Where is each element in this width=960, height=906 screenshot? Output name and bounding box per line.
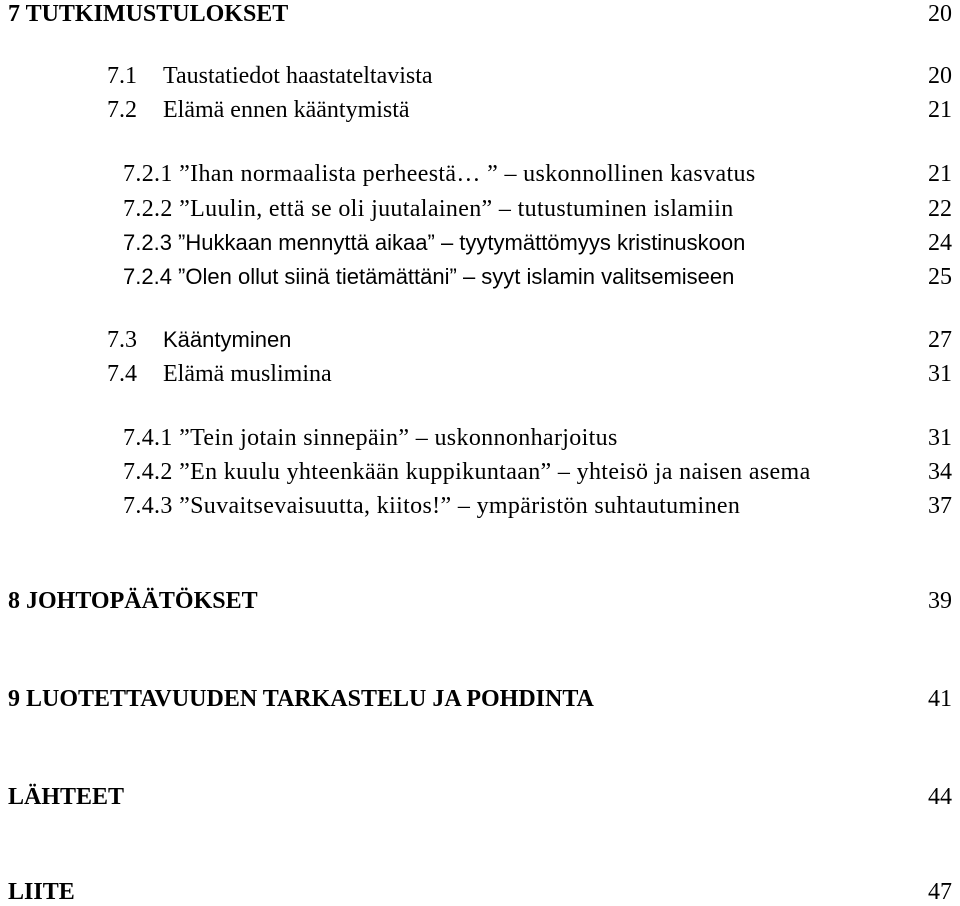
toc-section-7-1	[107, 62, 433, 90]
toc-subsection-7-4-3-page: 37	[928, 493, 952, 519]
section-number: 7.1	[107, 63, 137, 89]
toc-subsection-7-4-2-page: 34	[928, 459, 952, 485]
toc-subsection-7-4-1-page: 31	[928, 425, 952, 451]
section-title: Kääntyminen	[163, 327, 292, 352]
section-number: 7.3	[107, 327, 137, 353]
toc-section-7-3	[107, 326, 291, 354]
toc-section-7-2-page: 21	[928, 97, 952, 123]
toc-chapter-7-page: 20	[928, 1, 952, 27]
toc-section-7-3-page: 27	[928, 327, 952, 353]
toc-subsection-7-2-3-page: 24	[928, 230, 952, 256]
toc-chapter-9: 9 LUOTETTAVUUDEN TARKASTELU JA POHDINTA	[8, 686, 594, 712]
toc-subsection-7-2-2: 7.2.2 ”Luulin, että se oli juutalainen” – tutustuminen islamiin	[123, 196, 734, 222]
section-number: 7.4	[107, 361, 137, 387]
toc-subsection-7-2-3: 7.2.3 ”Hukkaan mennyttä aikaa” – tyytymättömyys kristinuskoon	[123, 230, 746, 255]
toc-section-7-2	[107, 96, 410, 124]
toc-subsection-7-4-2: 7.4.2 ”En kuulu yhteenkään kuppikuntaan” – yhteisö ja naisen asema	[123, 459, 811, 485]
section-title: Taustatiedot haastateltavista	[163, 63, 433, 89]
toc-lahteet-page: 44	[928, 784, 952, 810]
toc-section-7-4-page: 31	[928, 361, 952, 387]
toc-subsection-7-2-4: 7.2.4 ”Olen ollut siinä tietämättäni” – syyt islamin valitsemiseen	[123, 264, 735, 289]
toc-subsection-7-2-1: 7.2.1 ”Ihan normaalista perheestä… ” – uskonnollinen kasvatus	[123, 161, 756, 187]
toc-subsection-7-4-1: 7.4.1 ”Tein jotain sinnepäin” – uskonnonharjoitus	[123, 425, 618, 451]
toc-section-7-1-page: 20	[928, 63, 952, 89]
toc-chapter-9-page: 41	[928, 686, 952, 712]
section-title: Elämä muslimina	[163, 361, 332, 387]
toc-subsection-7-2-2-page: 22	[928, 196, 952, 222]
toc-subsection-7-2-4-page: 25	[928, 264, 952, 290]
section-number: 7.2	[107, 97, 137, 123]
toc-liite-page: 47	[928, 879, 952, 905]
toc-chapter-8: 8 JOHTOPÄÄTÖKSET	[8, 588, 258, 614]
section-title: Elämä ennen kääntymistä	[163, 97, 410, 123]
toc-liite: LIITE	[8, 879, 75, 905]
toc-chapter-7: 7 TUTKIMUSTULOKSET	[8, 1, 289, 27]
toc-subsection-7-2-1-page: 21	[928, 161, 952, 187]
toc-lahteet: LÄHTEET	[8, 784, 125, 810]
toc-subsection-7-4-3: 7.4.3 ”Suvaitsevaisuutta, kiitos!” – ympäristön suhtautuminen	[123, 493, 741, 519]
toc-chapter-8-page: 39	[928, 588, 952, 614]
toc-section-7-4	[107, 360, 332, 388]
